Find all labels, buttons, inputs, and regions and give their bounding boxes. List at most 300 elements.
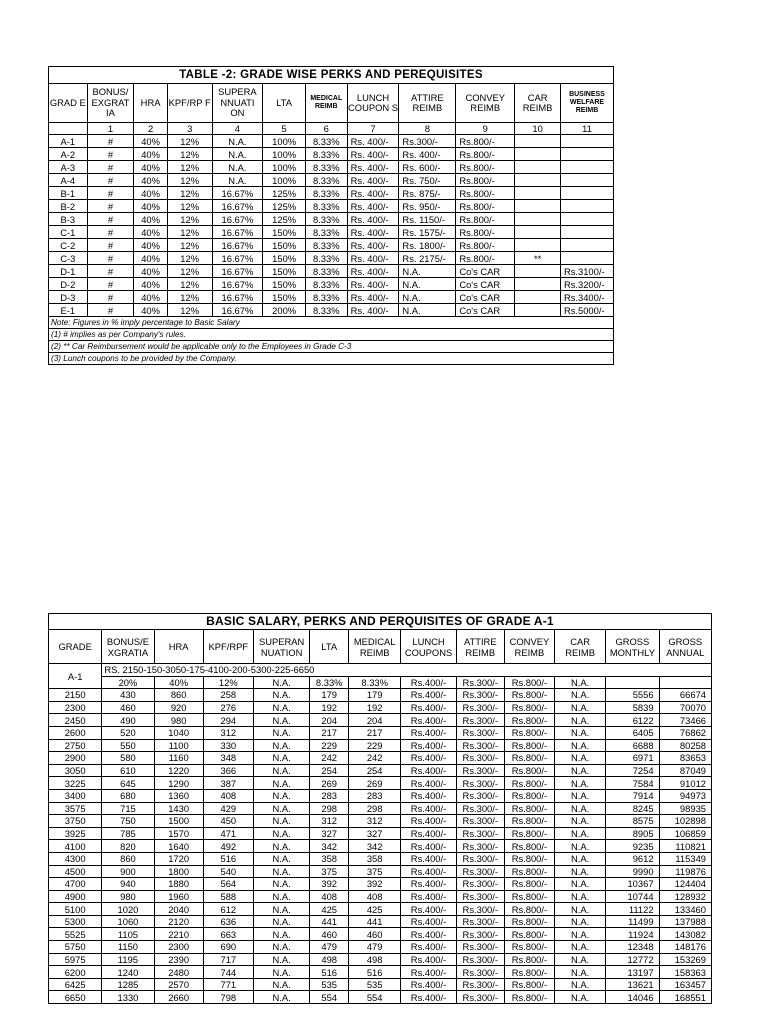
table-cell: N.A. (555, 714, 606, 727)
table-cell: Rs.300/- (456, 689, 504, 702)
table-cell: 16.67% (212, 213, 263, 226)
table-cell: N.A. (555, 966, 606, 979)
table-cell: Rs. 400/- (347, 304, 399, 317)
table-cell: N.A. (212, 161, 263, 174)
table-cell: 133460 (659, 903, 711, 916)
table-cell: 163457 (659, 978, 711, 991)
table-cell: Rs.400/- (401, 928, 456, 941)
column-header: HRA (154, 630, 203, 664)
table-cell: Rs.300/- (456, 966, 504, 979)
table-cell: 312 (310, 815, 349, 828)
table-cell: Rs. 400/- (347, 252, 399, 265)
table-cell: Rs.300/- (456, 915, 504, 928)
table-cell (515, 161, 561, 174)
table-cell: 12% (167, 304, 212, 317)
table-cell: Rs.400/- (401, 689, 456, 702)
table-cell: N.A. (555, 852, 606, 865)
table-cell: 13197 (606, 966, 659, 979)
table-cell: 153269 (659, 953, 711, 966)
table-cell: 16.67% (212, 226, 263, 239)
table-cell: 860 (102, 852, 154, 865)
column-header: MEDICAL REIMB (349, 630, 401, 664)
table-cell: 8.33% (305, 252, 347, 265)
table-cell: 12% (167, 265, 212, 278)
table-cell: Rs.800/- (456, 213, 515, 226)
table-cell (515, 278, 561, 291)
table-cell: 1240 (102, 966, 154, 979)
table-cell: 12% (167, 252, 212, 265)
table-cell: 229 (310, 739, 349, 752)
table-cell: Rs.800/- (456, 174, 515, 187)
table-cell: # (87, 161, 134, 174)
column-header: GROSS ANNUAL (659, 630, 711, 664)
table-cell: 8.33% (305, 135, 347, 148)
table-cell: 14046 (606, 991, 659, 1004)
table-cell: Co's CAR (456, 265, 515, 278)
table-row (49, 991, 712, 1004)
column-number: 5 (263, 123, 306, 135)
column-header: LUNCH COUPON S (347, 84, 399, 123)
table-cell: 10367 (606, 878, 659, 891)
column-header: BONUS/ EXGRAT IA (87, 84, 134, 123)
table-cell: 73466 (659, 714, 711, 727)
table-cell: 2120 (154, 915, 203, 928)
table-cell: 254 (349, 764, 401, 777)
table-cell: 16.67% (212, 252, 263, 265)
table-cell: 330 (203, 739, 253, 752)
column-header: HRA (134, 84, 168, 123)
table-cell: Rs.300/- (456, 714, 504, 727)
table-cell: Rs.3200/- (560, 278, 613, 291)
table-cell (560, 148, 613, 161)
table-cell: 5750 (49, 941, 102, 954)
table-cell: 441 (349, 915, 401, 928)
note-row (49, 353, 614, 365)
table-cell: 860 (154, 689, 203, 702)
table-cell: Rs.300/- (456, 701, 504, 714)
table-row (49, 928, 712, 941)
table-cell: 102898 (659, 815, 711, 828)
table-cell: Rs. 400/- (347, 148, 399, 161)
table-cell: 1960 (154, 890, 203, 903)
table-cell: 479 (349, 941, 401, 954)
table-cell: 1150 (102, 941, 154, 954)
rate-cell: 8.33% (349, 676, 401, 689)
table-cell: 516 (349, 966, 401, 979)
table-cell: 920 (154, 701, 203, 714)
pay-scale: RS. 2150-150-3050-175-4100-200-5300-225-6650 (102, 664, 712, 677)
column-header: ATTIRE REIMB (456, 630, 504, 664)
table-cell: 4100 (49, 840, 102, 853)
table-cell: 4300 (49, 852, 102, 865)
table-cell: Rs.400/- (401, 701, 456, 714)
table-cell: Rs. 2175/- (399, 252, 456, 265)
table-cell: 8.33% (305, 161, 347, 174)
table-cell: N.A. (555, 802, 606, 815)
table-cell: Rs. 950/- (399, 200, 456, 213)
table-cell: 204 (310, 714, 349, 727)
table-cell: 150% (263, 226, 306, 239)
table-cell: # (87, 291, 134, 304)
table-cell: 498 (349, 953, 401, 966)
table-cell: Rs. 750/- (399, 174, 456, 187)
table-cell: 900 (102, 865, 154, 878)
table-cell: 12% (167, 291, 212, 304)
table-row (49, 752, 712, 765)
table-cell: Rs.400/- (401, 789, 456, 802)
table-row (49, 726, 712, 739)
table-cell: Rs. 400/- (347, 265, 399, 278)
table-cell: 150% (263, 278, 306, 291)
table-cell: Rs.3400/- (560, 291, 613, 304)
table-row (49, 789, 712, 802)
table-cell: 798 (203, 991, 253, 1004)
table-cell: 8.33% (305, 174, 347, 187)
table-cell: C-2 (49, 239, 88, 252)
table-cell: # (87, 265, 134, 278)
table-cell: 1330 (102, 991, 154, 1004)
table-cell: D-2 (49, 278, 88, 291)
table-row (49, 213, 614, 226)
table-cell: 40% (134, 187, 168, 200)
table-cell: 645 (102, 777, 154, 790)
table-cell (560, 200, 613, 213)
table-cell: 785 (102, 827, 154, 840)
table-cell: 750 (102, 815, 154, 828)
table-cell: 540 (203, 865, 253, 878)
table-cell: Rs.400/- (401, 739, 456, 752)
table-cell: Co's CAR (456, 304, 515, 317)
table-cell: # (87, 200, 134, 213)
table-cell: C-3 (49, 252, 88, 265)
column-number: 6 (305, 123, 347, 135)
table-cell: Rs.800/- (504, 852, 554, 865)
table-cell: N.A. (253, 991, 309, 1004)
table-cell: 258 (203, 689, 253, 702)
table-cell: 128932 (659, 890, 711, 903)
note-row (49, 341, 614, 353)
table-cell: 8575 (606, 815, 659, 828)
table-cell: Rs.400/- (401, 941, 456, 954)
table-cell: 4700 (49, 878, 102, 891)
table-cell: Rs.800/- (504, 752, 554, 765)
table-cell: Rs.300/- (456, 802, 504, 815)
table-row (49, 200, 614, 213)
table-cell: 9990 (606, 865, 659, 878)
table-cell: 6122 (606, 714, 659, 727)
table-cell: Rs.400/- (401, 752, 456, 765)
table-cell: N.A. (555, 890, 606, 903)
table-cell: 283 (310, 789, 349, 802)
table-cell: N.A. (555, 752, 606, 765)
table-cell: Rs.800/- (504, 915, 554, 928)
table-cell: 80258 (659, 739, 711, 752)
table-cell: Rs.800/- (504, 928, 554, 941)
table-cell: 3050 (49, 764, 102, 777)
table-cell: 564 (203, 878, 253, 891)
table-row (49, 252, 614, 265)
table-cell: N.A. (253, 890, 309, 903)
table-cell: 5975 (49, 953, 102, 966)
table-cell: 612 (203, 903, 253, 916)
table-cell: N.A. (555, 789, 606, 802)
table-cell: Rs.800/- (456, 200, 515, 213)
table-cell: 2210 (154, 928, 203, 941)
table-cell: N.A. (253, 915, 309, 928)
table-cell: 298 (349, 802, 401, 815)
table-cell: 40% (134, 239, 168, 252)
table-cell: Rs.800/- (456, 148, 515, 161)
table-cell: 5100 (49, 903, 102, 916)
table-cell: 91012 (659, 777, 711, 790)
table-cell: 125% (263, 213, 306, 226)
table-cell: 408 (349, 890, 401, 903)
table-cell: 217 (310, 726, 349, 739)
table-cell: 158363 (659, 966, 711, 979)
column-number: 7 (347, 123, 399, 135)
table-cell: 100% (263, 148, 306, 161)
table-cell: 40% (134, 148, 168, 161)
table-cell (515, 200, 561, 213)
table-row (49, 739, 712, 752)
table-cell: 8245 (606, 802, 659, 815)
table-cell: 12% (167, 135, 212, 148)
table-cell: N.A. (555, 827, 606, 840)
table-row (49, 978, 712, 991)
table-cell: 820 (102, 840, 154, 853)
table-cell: 392 (349, 878, 401, 891)
table-row (49, 148, 614, 161)
table-cell: 490 (102, 714, 154, 727)
table-cell: Rs.800/- (504, 827, 554, 840)
table-cell: 124404 (659, 878, 711, 891)
column-number: 2 (134, 123, 168, 135)
table-row (49, 714, 712, 727)
table-cell: # (87, 252, 134, 265)
table-cell: 471 (203, 827, 253, 840)
table-cell: 8.33% (305, 304, 347, 317)
table-cell: 3575 (49, 802, 102, 815)
table-cell: 2390 (154, 953, 203, 966)
table-cell: Rs.400/- (401, 726, 456, 739)
table-cell: 8.33% (305, 239, 347, 252)
table-cell: 242 (349, 752, 401, 765)
table-cell: Rs.300/- (456, 928, 504, 941)
table-cell: Rs.800/- (504, 878, 554, 891)
table-cell: Rs.400/- (401, 966, 456, 979)
table-cell: Rs. 400/- (347, 291, 399, 304)
footnote: (1) # implies as per Company's rules. (49, 329, 614, 341)
rates-row (49, 676, 712, 689)
table-cell: 125% (263, 187, 306, 200)
table-row (49, 777, 712, 790)
table-cell: 12348 (606, 941, 659, 954)
table-cell: 387 (203, 777, 253, 790)
table-cell: Rs.800/- (504, 890, 554, 903)
table-row (49, 764, 712, 777)
table-cell: N.A. (253, 903, 309, 916)
table-cell: N.A. (253, 802, 309, 815)
table-row (49, 701, 712, 714)
grade-a1-salary-table (48, 613, 712, 1004)
table-cell: Rs.300/- (456, 978, 504, 991)
table-cell: 200% (263, 304, 306, 317)
table-cell: 12% (167, 213, 212, 226)
table-cell: 2150 (49, 689, 102, 702)
rate-cell: 20% (102, 676, 154, 689)
table-cell: 5300 (49, 915, 102, 928)
table-cell: 8.33% (305, 200, 347, 213)
table-cell: N.A. (212, 135, 263, 148)
table-cell: 12% (167, 200, 212, 213)
table-cell (515, 291, 561, 304)
table-cell: N.A. (253, 827, 309, 840)
table-row (49, 852, 712, 865)
table-cell: Rs.400/- (401, 903, 456, 916)
table-cell (515, 148, 561, 161)
table-cell: # (87, 187, 134, 200)
rate-cell: 40% (154, 676, 203, 689)
rate-cell (606, 676, 659, 689)
table-cell: 535 (349, 978, 401, 991)
table-cell: 342 (349, 840, 401, 853)
rate-cell: Rs.300/- (456, 676, 504, 689)
table-cell: 425 (349, 903, 401, 916)
table-cell: Rs. 400/- (347, 213, 399, 226)
column-header: ATTIRE REIMB (399, 84, 456, 123)
table-cell: 6200 (49, 966, 102, 979)
table-cell: Rs.800/- (504, 802, 554, 815)
table-cell: 12% (167, 148, 212, 161)
table-row (49, 291, 614, 304)
table-cell: 11924 (606, 928, 659, 941)
table-cell: 2040 (154, 903, 203, 916)
table-cell: Rs.300/- (456, 752, 504, 765)
table-cell: N.A. (555, 726, 606, 739)
table-cell: Rs. 400/- (347, 278, 399, 291)
table-cell: 479 (310, 941, 349, 954)
table-cell: N.A. (253, 789, 309, 802)
table-cell: 148176 (659, 941, 711, 954)
table-cell: 3750 (49, 815, 102, 828)
table-cell: Rs. 400/- (399, 148, 456, 161)
table-cell: 229 (349, 739, 401, 752)
table-cell: 76862 (659, 726, 711, 739)
table-cell: N.A. (555, 878, 606, 891)
table-cell: 3400 (49, 789, 102, 802)
table-cell: Rs.400/- (401, 714, 456, 727)
table-cell: 663 (203, 928, 253, 941)
table-cell: N.A. (253, 865, 309, 878)
table-cell: 16.67% (212, 239, 263, 252)
table-cell: Rs.300/- (456, 739, 504, 752)
table-cell: 283 (349, 789, 401, 802)
table-cell (560, 213, 613, 226)
table-cell: Rs.300/- (456, 878, 504, 891)
table-cell: B-2 (49, 200, 88, 213)
table-cell: 1430 (154, 802, 203, 815)
table-cell: N.A. (555, 815, 606, 828)
table-cell: Rs.800/- (504, 815, 554, 828)
table-cell (560, 252, 613, 265)
footnote: Note: Figures in % imply percentage to Basic Salary (49, 317, 614, 329)
table-cell: 143082 (659, 928, 711, 941)
rate-cell: N.A. (253, 676, 309, 689)
table-cell: 1640 (154, 840, 203, 853)
column-header: BUSINESS WELFARE REIMB (560, 84, 613, 123)
table-cell: 1105 (102, 928, 154, 941)
table-cell: 554 (349, 991, 401, 1004)
table-cell: 242 (310, 752, 349, 765)
table-cell: N.A. (555, 865, 606, 878)
table-cell: 715 (102, 802, 154, 815)
table-cell: 492 (203, 840, 253, 853)
table-cell: 2480 (154, 966, 203, 979)
table-cell: 1500 (154, 815, 203, 828)
table-cell: 16.67% (212, 265, 263, 278)
table-cell: 16.67% (212, 291, 263, 304)
table-cell: ** (515, 252, 561, 265)
table-cell: 40% (134, 174, 168, 187)
table-cell: 460 (310, 928, 349, 941)
table-cell: 10744 (606, 890, 659, 903)
table-cell: 460 (102, 701, 154, 714)
table-cell: 204 (349, 714, 401, 727)
table-cell: B-3 (49, 213, 88, 226)
table-cell: 40% (134, 213, 168, 226)
column-header: SUPERA NNUATI ON (212, 84, 263, 123)
column-header: LTA (310, 630, 349, 664)
grade-label: A-1 (49, 664, 102, 689)
table-cell: Rs. 400/- (347, 200, 399, 213)
table-cell: 8905 (606, 827, 659, 840)
table-row (49, 878, 712, 891)
table-cell: 690 (203, 941, 253, 954)
table-cell: 2600 (49, 726, 102, 739)
table-cell: 408 (310, 890, 349, 903)
table-cell: 520 (102, 726, 154, 739)
table-cell: 375 (349, 865, 401, 878)
table-cell: N.A. (399, 304, 456, 317)
table-row (49, 903, 712, 916)
table-cell: Rs.300/- (456, 941, 504, 954)
table-cell: 535 (310, 978, 349, 991)
table-cell: 16.67% (212, 278, 263, 291)
table-cell: D-1 (49, 265, 88, 278)
table-cell: 342 (310, 840, 349, 853)
table-cell: Rs.300/- (456, 953, 504, 966)
table-cell: # (87, 304, 134, 317)
table-cell: N.A. (399, 291, 456, 304)
table-cell: Rs.400/- (401, 878, 456, 891)
table-cell: 179 (349, 689, 401, 702)
table-cell: 87049 (659, 764, 711, 777)
table-cell: Rs.800/- (504, 903, 554, 916)
table-cell: 1285 (102, 978, 154, 991)
table-cell: 2300 (49, 701, 102, 714)
table-cell: Rs.800/- (504, 701, 554, 714)
table-cell: Rs. 400/- (347, 135, 399, 148)
table-cell: 358 (310, 852, 349, 865)
table-cell: 150% (263, 291, 306, 304)
table-cell: Rs.800/- (504, 978, 554, 991)
table-cell: Rs.400/- (401, 915, 456, 928)
table-cell: Rs. 875/- (399, 187, 456, 200)
footnote: (2) ** Car Reimbursement would be applicable only to the Employees in Grade C-3 (49, 341, 614, 353)
table-cell: 6650 (49, 991, 102, 1004)
table-cell: 254 (310, 764, 349, 777)
table-cell: N.A. (555, 978, 606, 991)
